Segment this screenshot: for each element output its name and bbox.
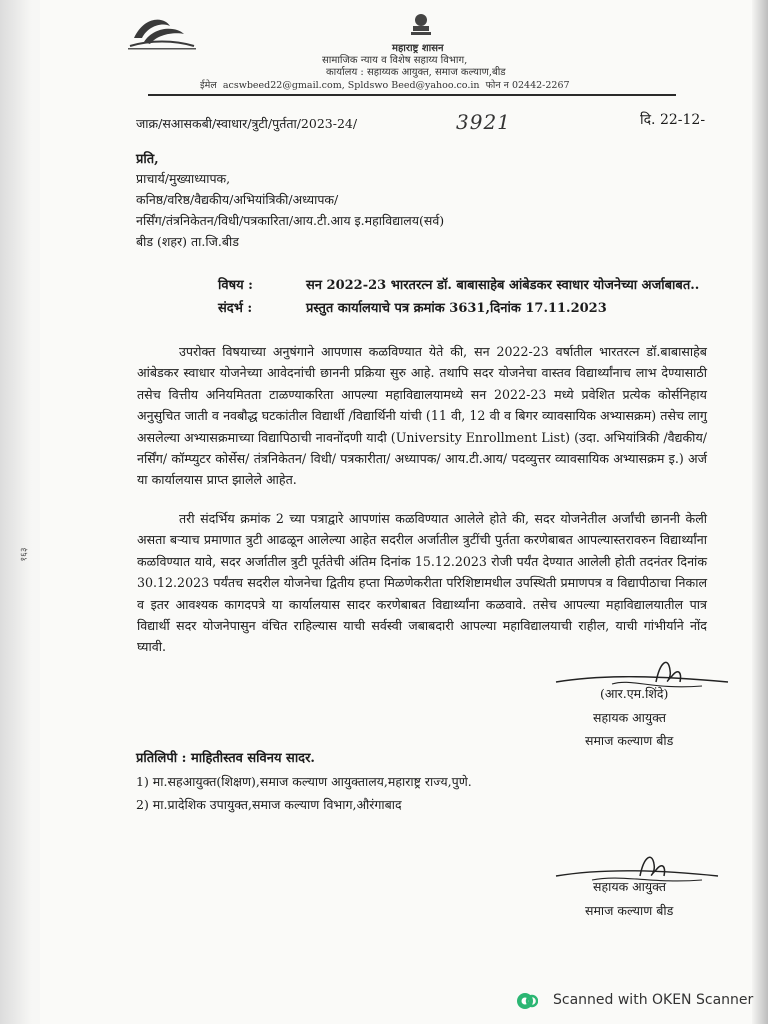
signatory-2-office: समाज कल्याण बीड — [585, 903, 674, 918]
copy-item-1: 1) मा.सहआयुक्त(शिक्षण),समाज कल्याण आयुक्तालय,महाराष्ट्र राज्य,पुणे. — [136, 774, 472, 789]
contact-line — [200, 78, 570, 91]
contact-phone: फोन न 02442-2267 — [485, 80, 570, 91]
org-line-3: कार्यालय : सहाय्यक आयुक्त, समाज कल्याण,बीड — [326, 67, 506, 78]
handwritten-number: 3921 — [456, 110, 511, 134]
signatory-1-office: समाज कल्याण बीड — [585, 733, 674, 748]
subject-label: विषय : — [218, 278, 253, 293]
to-line-2: कनिष्ठ/वरिष्ठ/वैद्यकीय/अभियांत्रिकी/अध्यापक/ — [136, 192, 339, 207]
copy-item-2: 2) मा.प्रादेशिक उपायुक्त,समाज कल्याण विभाग,औरंगाबाद — [136, 797, 402, 812]
org-line-1: महाराष्ट्र शासन — [392, 43, 444, 54]
body-paragraph-2: तरी संदर्भिय क्रमांक 2 च्या पत्राद्वारे आपणांस कळविण्यात आलेले होते की, सदर योजनेतील अर्जांची छाननी केली असता बऱ्याच प्रमाणात त्रुटी आढळून आलेल्या आहेत सदरील अर्जातील त्रुटींची पुर्तता करणेबाबत आपल्यास्तरावरुन विद्यार्थ्यांना कळविण्यात यावे, सदर अर्जातील त्रुटी पूर्ततेची अंतिम दिनांक 15.12.2023 रोजी पर्यंत देण्यात आलेली होती तदनंतर दिनांक 30.12.2023 पर्यंतच सदरील योजनेचा द्वितीय हप्ता मिळणेकरीता परिशिष्टामधील उपस्थिती प्रमाणपत्र व विद्यापीठाचा निकाल व इतर आवश्यक कागदपत्रे या कार्यालयास सादर करणेबाबत विद्यार्थ्यांना कळवावे. तसेच आपल्या महाविद्यालयातील पात्र विद्यार्थी सदर योजनेपासुन वंचित राहिल्यास याची सर्वस्वी जबाबदारी आपल्या महाविद्यालयाची राहील, याची गांभीर्याने नोंद घ्यावी. — [137, 511, 707, 655]
scanner-watermark: Scanned with OKEN Scanner — [553, 992, 754, 1008]
header-divider — [148, 94, 676, 96]
reference-text: प्रस्तुत कार्यालयाचे पत्र क्रमांक 3631,दिनांक 17.11.2023 — [306, 301, 607, 316]
letter-date: दि. 22-12- — [640, 112, 706, 128]
reference-label: संदर्भ : — [218, 301, 253, 316]
page-edge-shadow-right — [752, 0, 768, 1024]
signatory-1-title: सहायक आयुक्त — [593, 710, 666, 725]
to-line-3: नर्सिंग/तंत्रनिकेतन/विधी/पत्रकारिता/आय.टी.आय इ.महाविद्यालय(सर्व) — [136, 213, 445, 228]
subject-text: सन 2022-23 भारतरत्न डॉ. बाबासाहेब आंबेडकर स्वाधार योजनेच्या अर्जाबाबत.. — [306, 278, 700, 293]
page-edge-shadow-left — [0, 0, 40, 1024]
signatory-1-name: (आर.एम.शिंदे) — [600, 686, 669, 701]
body-paragraph-1: उपरोक्त विषयाच्या अनुषंगाने आपणास कळविण्यात येते की, सन 2022-23 वर्षातील भारतरत्न डॉ.बाबासाहेब आंबेडकर स्वाधार योजनेच्या आवेदनांची छाननी प्रक्रिया सुरु आहे. तथापि सदर योजनेचा वास्तव विद्यार्थ्यांनाच लाभ देण्यासाठी तसेच वित्तीय अनियमितता टाळण्याकरिता आपल्या महाविद्यालयामध्ये सन 2022-23 मध्ये प्रवेशित प्रत्येक कोर्सनिहाय अनुसुचित जाती व नवबौद्ध घटकांतील विद्यार्थी /विद्यार्थिनी यांची (11 वी, 12 वी व बिगर व्यावसायिक अभ्यासक्रम) तसेच लागु असलेल्या अभ्यासक्रमाच्या विद्यापिठाची नावनोंदणी यादी (University Enrollment List) (उदा. अभियांत्रिकी /वैद्यकीय/ नर्सिंग/ कॉम्प्युटर कोर्सेस/ तंत्रनिकेतन/ विधी/ पत्रकारीता/ अध्यापक/ आय.टी.आय/ पदव्युत्तर व्यावसायिक अभ्यासक्रम इ.) अर्ज या कार्यालयास प्राप्त झालेले आहेत. — [137, 344, 707, 488]
margin-note: १६३ — [19, 547, 30, 562]
to-line-4: बीड (शहर) ता.जि.बीड — [136, 234, 239, 249]
department-logo — [124, 12, 200, 52]
reference-number: जाक्र/सआसकबी/स्वाधार/त्रुटी/पुर्तता/2023-24/ — [136, 116, 358, 131]
to-line-1: प्राचार्य/मुख्याध्यापक, — [136, 171, 231, 186]
scanner-logo-icon — [516, 991, 538, 1011]
signatory-2-title: सहायक आयुक्त — [593, 879, 666, 894]
to-label: प्रति, — [136, 152, 159, 167]
state-emblem-icon — [408, 12, 434, 38]
contact-label: ईमेल — [200, 80, 217, 91]
copy-label: प्रतिलिपी : माहितीस्तव सविनय सादर. — [136, 751, 315, 766]
contact-email: acswbeed22@gmail.com, Spldswo Beed@yahoo.co.in — [222, 80, 480, 91]
org-line-2: सामाजिक न्याय व विशेष सहाय्य विभाग, — [322, 55, 468, 66]
